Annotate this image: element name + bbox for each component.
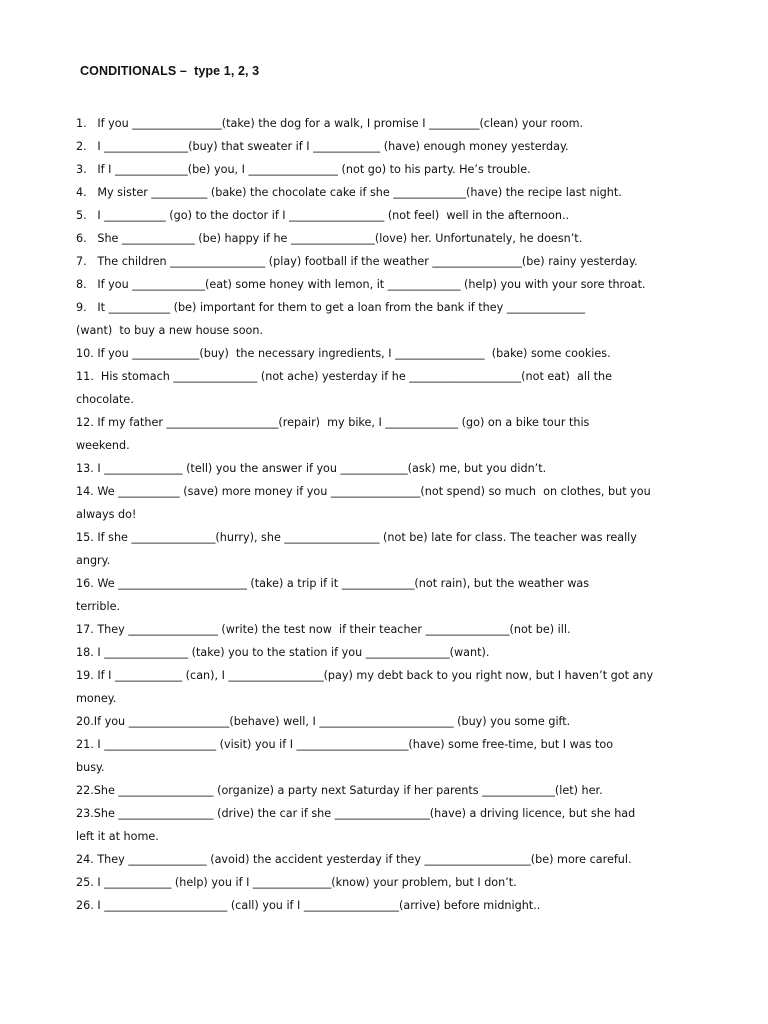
exercise-line: 21. I ____________________ (visit) you if I ____________________(have) some free-time, but I was too [76, 738, 614, 751]
exercise-line: always do! [76, 508, 137, 521]
exercise-line: 2. I _______________(buy) that sweater if I ____________ (have) enough money yesterday. [76, 140, 569, 153]
exercise-line: weekend. [76, 439, 130, 452]
exercise-line: 26. I ______________________ (call) you if I _________________(arrive) before midnight.. [76, 899, 541, 912]
exercise-line: 23.She _________________ (drive) the car if she _________________(have) a driving licence, but she had [76, 807, 636, 820]
exercise-line: 4. My sister __________ (bake) the chocolate cake if she _____________(have) the recipe last night. [76, 186, 622, 199]
exercise-line: 25. I ____________ (help) you if I ______________(know) your problem, but I don’t. [76, 876, 517, 889]
exercise-line: terrible. [76, 600, 121, 613]
exercise-line: 16. We _______________________ (take) a trip if it _____________(not rain), but the weather was [76, 577, 590, 590]
exercise-line: 13. I ______________ (tell) you the answer if you ____________(ask) me, but you didn’t. [76, 462, 547, 475]
worksheet-title: CONDITIONALS – type 1, 2, 3 [80, 64, 260, 78]
exercise-line: 1. If you ________________(take) the dog for a walk, I promise I _________(clean) your room. [76, 117, 584, 130]
exercise-line: 3. If I _____________(be) you, I ________________ (not go) to his party. He’s trouble. [76, 163, 531, 176]
exercise-line: chocolate. [76, 393, 134, 406]
exercise-line: 19. If I ____________ (can), I _________________(pay) my debt back to you right now, but I haven’t got any [76, 669, 654, 682]
exercise-line: money. [76, 692, 117, 705]
exercise-line: angry. [76, 554, 111, 567]
exercise-line: 22.She _________________ (organize) a party next Saturday if her parents _____________(let) her. [76, 784, 603, 797]
exercise-line: 17. They ________________ (write) the test now if their teacher _______________(not be) ill. [76, 623, 571, 636]
exercise-line: 6. She _____________ (be) happy if he _______________(love) her. Unfortunately, he doesn’t. [76, 232, 583, 245]
exercise-line: 20.If you __________________(behave) well, I ________________________ (buy) you some gift. [76, 715, 571, 728]
exercise-line: 5. I ___________ (go) to the doctor if I _________________ (not feel) well in the afternoon.. [76, 209, 570, 222]
exercise-list [76, 112, 708, 917]
exercise-line: (want) to buy a new house soon. [76, 324, 264, 337]
exercise-line: 15. If she _______________(hurry), she _________________ (not be) late for class. The teacher was really [76, 531, 637, 544]
exercise-line: 9. It ___________ (be) important for them to get a loan from the bank if they ______________ [76, 301, 586, 314]
exercise-line: 24. They ______________ (avoid) the accident yesterday if they ___________________(be) more careful. [76, 853, 632, 866]
exercise-line: 18. I _______________ (take) you to the station if you _______________(want). [76, 646, 490, 659]
exercise-line: left it at home. [76, 830, 159, 843]
exercise-line: 8. If you _____________(eat) some honey with lemon, it _____________ (help) you with your sore throat. [76, 278, 646, 291]
exercise-line: 12. If my father ____________________(repair) my bike, I _____________ (go) on a bike tour this [76, 416, 590, 429]
exercise-line: 10. If you ____________(buy) the necessary ingredients, I ________________ (bake) some cookies. [76, 347, 611, 360]
exercise-line: busy. [76, 761, 105, 774]
exercise-line: 11. His stomach _______________ (not ache) yesterday if he ____________________(not eat) all the [76, 370, 613, 383]
exercise-line: 7. The children _________________ (play) football if the weather ________________(be) rainy yesterday. [76, 255, 638, 268]
exercise-line: 14. We ___________ (save) more money if you ________________(not spend) so much on clothes, but you [76, 485, 651, 498]
